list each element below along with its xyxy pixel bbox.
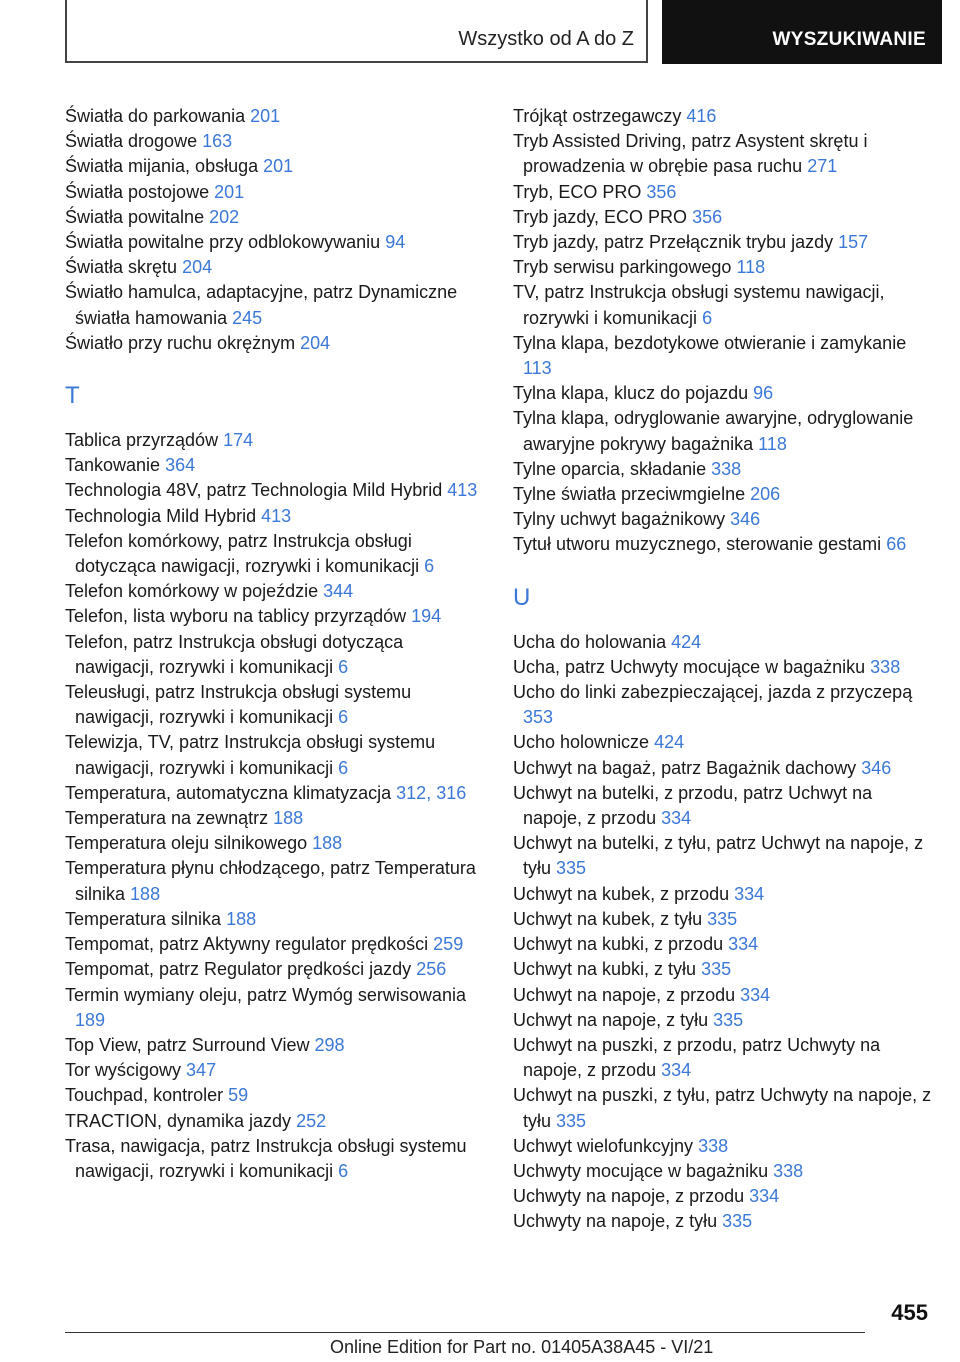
- index-entry-text: Uchwyt wielofunkcyjny: [513, 1135, 694, 1156]
- page-reference-link[interactable]: 416: [686, 106, 717, 126]
- index-entry: [513, 630, 933, 655]
- index-entry-text: Tryb serwisu parkingowego: [513, 257, 732, 278]
- index-entry-text: Światło hamulca, adaptacyjne, patrz Dynamiczne światła hamowania: [65, 282, 458, 328]
- index-entry-text: Ucho do linki zabezpieczającej, jazda z przyczepą: [513, 682, 913, 703]
- page-reference-link[interactable]: 189: [75, 1009, 106, 1030]
- index-entry-text: Tankowanie: [65, 455, 161, 476]
- page-reference-link[interactable]: 271: [807, 156, 838, 177]
- page-reference-link[interactable]: 245: [232, 307, 263, 328]
- index-entry-text: Tylna klapa, bezdotykowe otwieranie i zamykanie: [513, 332, 907, 353]
- page-reference-link[interactable]: 338: [773, 1160, 804, 1181]
- index-entry: [513, 406, 933, 456]
- page-reference-link[interactable]: 353: [523, 707, 554, 728]
- index-entry: [513, 932, 933, 957]
- index-entry-text: Telefon komórkowy w pojeździe: [65, 581, 319, 602]
- index-entry: [513, 1209, 933, 1234]
- page-reference-link[interactable]: 338: [870, 656, 901, 677]
- page-reference-link[interactable]: 256: [416, 959, 447, 980]
- index-entry-text: Światła powitalne: [65, 206, 205, 227]
- page-reference-link[interactable]: 413: [447, 480, 478, 501]
- index-entry-text: Touchpad, kontroler: [65, 1085, 224, 1106]
- page-reference-link[interactable]: 6: [338, 757, 349, 778]
- index-entry-text: Telefon komórkowy, patrz Instrukcja obsługi dotycząca nawigacji, rozrywki i komunikacji: [65, 530, 420, 577]
- header-section-box: [65, 0, 648, 63]
- index-entry-text: Tylna klapa, odryglowanie awaryjne, odryglowanie awaryjne pokrywy bagażnika: [513, 408, 914, 454]
- index-entry: [513, 1083, 933, 1133]
- index-entry: [65, 957, 485, 982]
- page-reference-link[interactable]: 96: [753, 383, 774, 404]
- page-reference-link[interactable]: 59: [228, 1085, 249, 1106]
- index-entry-text: Tylny uchwyt bagażnikowy: [513, 509, 726, 530]
- index-entry-text: Uchwyt na kubek, z tyłu: [513, 908, 703, 929]
- page-reference-link[interactable]: 6: [702, 307, 713, 328]
- index-entry-text: Top View, patrz Surround View: [65, 1034, 310, 1055]
- index-entry: [65, 856, 485, 906]
- index-entry: [513, 280, 933, 330]
- index-entry-text: Temperatura na zewnątrz: [65, 808, 269, 829]
- index-entry-text: Temperatura płynu chłodzącego, patrz Temperatura silnika: [65, 858, 476, 904]
- index-entry: [65, 1134, 485, 1184]
- page-reference-link[interactable]: 94: [385, 232, 406, 253]
- index-entry: [513, 129, 933, 179]
- index-entry-text: Uchwyt na bagaż, patrz Bagażnik dachowy: [513, 757, 857, 778]
- index-entry-text: Ucha do holowania: [513, 631, 667, 652]
- index-entry-text: Tylne oparcia, składanie: [513, 458, 707, 479]
- index-entry-text: Trasa, nawigacja, patrz Instrukcja obsługi systemu nawigacji, rozrywki i komunikacji: [65, 1135, 467, 1181]
- section-letter: T: [65, 382, 80, 410]
- index-entry: [513, 180, 933, 205]
- page-reference-link[interactable]: 346: [861, 757, 892, 778]
- index-entry-text: Światła do parkowania: [65, 106, 246, 126]
- page-reference-link[interactable]: 188: [273, 808, 304, 829]
- index-entry: [65, 205, 485, 230]
- index-entry: [513, 205, 933, 230]
- page-reference-link[interactable]: 335: [722, 1211, 753, 1232]
- index-entry: [65, 1033, 485, 1058]
- page-reference-link[interactable]: 6: [424, 556, 435, 577]
- page-reference-link[interactable]: 6: [338, 1160, 349, 1181]
- page-reference-link[interactable]: 344: [323, 581, 354, 602]
- index-entry-text: Technologia Mild Hybrid: [65, 505, 257, 526]
- index-entry-text: Uchwyt na kubek, z przodu: [513, 883, 730, 904]
- index-entry-text: Teleusługi, patrz Instrukcja obsługi systemu nawigacji, rozrywki i komunikacji: [65, 682, 412, 728]
- index-entry-text: Uchwyt na butelki, z tyłu, patrz Uchwyt na napoje, z tyłu: [513, 833, 924, 879]
- index-entry-text: Tryb jazdy, patrz Przełącznik trybu jazdy: [513, 232, 834, 253]
- index-entry: [65, 604, 485, 629]
- index-entry-text: Uchwyt na kubki, z tyłu: [513, 959, 697, 980]
- index-entry: [513, 331, 933, 381]
- index-entry-text: Uchwyt na napoje, z tyłu: [513, 1009, 709, 1030]
- index-entry-text: Telewizja, TV, patrz Instrukcja obsługi systemu nawigacji, rozrywki i komunikacji: [65, 732, 436, 778]
- index-entry-text: Światła mijania, obsługa: [65, 156, 259, 177]
- index-entry: [65, 579, 485, 604]
- index-entry: [65, 529, 485, 579]
- index-entry: [513, 1008, 933, 1033]
- index-entry: [65, 129, 485, 154]
- index-entry: [65, 331, 485, 356]
- index-entry: [65, 154, 485, 179]
- index-entry-text: Ucho holownicze: [513, 732, 650, 753]
- index-entry-text: Tempomat, patrz Aktywny regulator prędkości: [65, 934, 429, 955]
- index-entry: [65, 428, 485, 453]
- page-reference-link[interactable]: 259: [433, 934, 464, 955]
- index-entry-text: Światło przy ruchu okrężnym: [65, 332, 296, 353]
- page-reference-link[interactable]: 356: [646, 181, 677, 202]
- page-reference-link[interactable]: 424: [654, 732, 685, 753]
- page-reference-link[interactable]: 335: [556, 1110, 587, 1131]
- page-reference-link[interactable]: 163: [202, 131, 233, 152]
- page-reference-link[interactable]: 202: [209, 206, 240, 227]
- index-entry: [513, 1184, 933, 1209]
- index-entry-text: TV, patrz Instrukcja obsługi systemu nawigacji, rozrywki i komunikacji: [513, 282, 885, 328]
- index-entry-text: Uchwyt na puszki, z tyłu, patrz Uchwyty na napoje, z tyłu: [513, 1085, 932, 1131]
- index-entry-text: Trójkąt ostrzegawczy: [513, 106, 682, 126]
- index-entry: [513, 255, 933, 280]
- page-reference-link[interactable]: 157: [838, 232, 869, 253]
- page-reference-link[interactable]: 201: [250, 106, 281, 126]
- index-entry: [513, 507, 933, 532]
- index-entry: [513, 882, 933, 907]
- index-entry: [513, 957, 933, 982]
- index-entry-text: Światła drogowe: [65, 131, 198, 152]
- index-entry-text: Telefon, patrz Instrukcja obsługi dotycząca nawigacji, rozrywki i komunikacji: [65, 631, 404, 677]
- index-entry: [513, 1134, 933, 1159]
- page-reference-link[interactable]: 118: [758, 433, 787, 454]
- page-reference-link[interactable]: 188: [130, 883, 161, 904]
- index-entry-text: Temperatura, automatyczna klimatyzacja: [65, 782, 392, 803]
- index-entry: [65, 104, 485, 129]
- page-reference-link[interactable]: 188: [226, 908, 257, 929]
- index-entry-text: Tylne światła przeciwmgielne: [513, 484, 746, 505]
- page-reference-link[interactable]: 413: [261, 505, 292, 526]
- index-entry: [65, 730, 485, 780]
- index-entry: [513, 532, 933, 557]
- index-entry-text: Tryb, ECO PRO: [513, 181, 642, 202]
- index-entry-text: Uchwyty na napoje, z tyłu: [513, 1211, 718, 1232]
- index-entry-text: Ucha, patrz Uchwyty mocujące w bagażniku: [513, 656, 866, 677]
- page-number: 455: [891, 1300, 928, 1325]
- index-entry: [65, 453, 485, 478]
- page-reference-link[interactable]: 334: [661, 1060, 692, 1081]
- index-entry: [513, 680, 933, 730]
- index-entry-text: Temperatura oleju silnikowego: [65, 833, 308, 854]
- index-entry: [65, 478, 485, 503]
- index-entry: [65, 781, 485, 806]
- index-entry: [513, 1033, 933, 1083]
- header-tab-label: WYSZUKIWANIE: [772, 29, 926, 50]
- index-entry: [513, 730, 933, 755]
- index-entry: [513, 482, 933, 507]
- page-reference-link[interactable]: 6: [338, 707, 349, 728]
- index-entry: [65, 1109, 485, 1134]
- index-entry: [65, 230, 485, 255]
- page-reference-link[interactable]: 335: [713, 1009, 744, 1030]
- header-tab[interactable]: [662, 0, 942, 64]
- page-reference-link[interactable]: 346: [730, 509, 761, 530]
- index-entry: [513, 756, 933, 781]
- index-entry-text: Telefon, lista wyboru na tablicy przyrządów: [65, 606, 407, 627]
- page-reference-link[interactable]: 118: [736, 257, 766, 278]
- index-entry: [65, 255, 485, 280]
- index-entry: [513, 831, 933, 881]
- page-reference-link[interactable]: 252: [296, 1110, 327, 1131]
- index-entry: [65, 630, 485, 680]
- page-reference-link[interactable]: 347: [186, 1060, 217, 1081]
- index-entry-text: Termin wymiany oleju, patrz Wymóg serwisowania: [65, 984, 466, 1005]
- page-reference-link[interactable]: 174: [223, 430, 254, 451]
- index-entry-text: Tryb Assisted Driving, patrz Asystent skrętu i prowadzenia w obrębie pasa ruchu: [513, 131, 868, 177]
- index-entry-text: Tempomat, patrz Regulator prędkości jazdy: [65, 959, 412, 980]
- index-entry-text: Uchwyt na butelki, z przodu, patrz Uchwyt na napoje, z przodu: [513, 782, 873, 829]
- page-reference-link[interactable]: 338: [698, 1135, 729, 1156]
- page-reference-link[interactable]: 356: [692, 206, 723, 227]
- page-reference-link[interactable]: 206: [750, 484, 781, 505]
- index-entry: [513, 457, 933, 482]
- index-entry: [513, 1159, 933, 1184]
- page-reference-link[interactable]: 6: [338, 656, 349, 677]
- page-reference-link[interactable]: 334: [740, 984, 771, 1005]
- footer-divider: [65, 1332, 865, 1333]
- page-reference-link[interactable]: 194: [411, 606, 442, 627]
- index-entry: [513, 983, 933, 1008]
- index-entry: [513, 230, 933, 255]
- page-reference-link[interactable]: 113: [523, 358, 552, 379]
- page-reference-link[interactable]: 334: [749, 1186, 780, 1207]
- index-entry: [65, 180, 485, 205]
- page-reference-link[interactable]: 334: [728, 934, 759, 955]
- index-entry-text: Tor wyścigowy: [65, 1060, 182, 1081]
- index-entry-text: Uchwyty mocujące w bagażniku: [513, 1160, 769, 1181]
- index-entry: [65, 932, 485, 957]
- page-reference-link[interactable]: 424: [671, 631, 702, 652]
- index-entry-text: Tryb jazdy, ECO PRO: [513, 206, 688, 227]
- page-reference-link[interactable]: 364: [165, 455, 196, 476]
- page-reference-link[interactable]: 335: [707, 908, 738, 929]
- page-reference-link[interactable]: 66: [886, 534, 907, 555]
- page-reference-link[interactable]: 188: [312, 833, 343, 854]
- index-entry: [65, 504, 485, 529]
- index-entry: [65, 983, 485, 1033]
- index-entry-text: Uchwyt na napoje, z przodu: [513, 984, 736, 1005]
- page-reference-link[interactable]: 338: [711, 458, 742, 479]
- index-column-right: [513, 104, 933, 1235]
- index-entry: [65, 1083, 485, 1108]
- index-entry-text: Światła postojowe: [65, 181, 210, 202]
- page-reference-link[interactable]: 201: [214, 181, 245, 202]
- index-entry-text: Uchwyt na kubki, z przodu: [513, 934, 724, 955]
- index-entry: [65, 1058, 485, 1083]
- page-reference-link[interactable]: 204: [300, 332, 331, 353]
- page-reference-link[interactable]: 335: [556, 858, 587, 879]
- index-entry-text: Tytuł utworu muzycznego, sterowanie gestami: [513, 534, 882, 555]
- footer-edition-text: Online Edition for Part no. 01405A38A45 - VI/21: [330, 1337, 714, 1357]
- index-entry-text: Uchwyt na puszki, z przodu, patrz Uchwyty na napoje, z przodu: [513, 1034, 881, 1081]
- index-entry: [65, 831, 485, 856]
- index-entry: [513, 781, 933, 831]
- page-reference-link[interactable]: 312, 316: [396, 782, 467, 803]
- index-entry-text: Technologia 48V, patrz Technologia Mild Hybrid: [65, 480, 443, 501]
- index-entry: [65, 806, 485, 831]
- index-entry: [65, 680, 485, 730]
- index-entry-text: TRACTION, dynamika jazdy: [65, 1110, 292, 1131]
- index-column-left: [65, 104, 485, 1184]
- index-entry-text: Tylna klapa, klucz do pojazdu: [513, 383, 749, 404]
- index-entry-text: Uchwyty na napoje, z przodu: [513, 1186, 745, 1207]
- page-reference-link[interactable]: 335: [701, 959, 732, 980]
- section-letter: U: [513, 583, 531, 611]
- page-reference-link[interactable]: 298: [314, 1034, 345, 1055]
- index-entry: [513, 655, 933, 680]
- index-entry: [513, 381, 933, 406]
- page-reference-link[interactable]: 204: [182, 257, 213, 278]
- page-reference-link[interactable]: 334: [734, 883, 765, 904]
- page-reference-link[interactable]: 201: [263, 156, 294, 177]
- index-entry: [513, 907, 933, 932]
- index-entry-text: Światła powitalne przy odblokowywaniu: [65, 232, 381, 253]
- index-entry-text: Temperatura silnika: [65, 908, 222, 929]
- index-entry-text: Tablica przyrządów: [65, 430, 219, 451]
- index-entry: [513, 104, 933, 129]
- page-reference-link[interactable]: 334: [661, 808, 692, 829]
- index-entry: [65, 907, 485, 932]
- header-section-label: Wszystko od A do Z: [458, 28, 634, 50]
- index-entry: [65, 280, 485, 330]
- index-entry-text: Światła skrętu: [65, 257, 178, 278]
